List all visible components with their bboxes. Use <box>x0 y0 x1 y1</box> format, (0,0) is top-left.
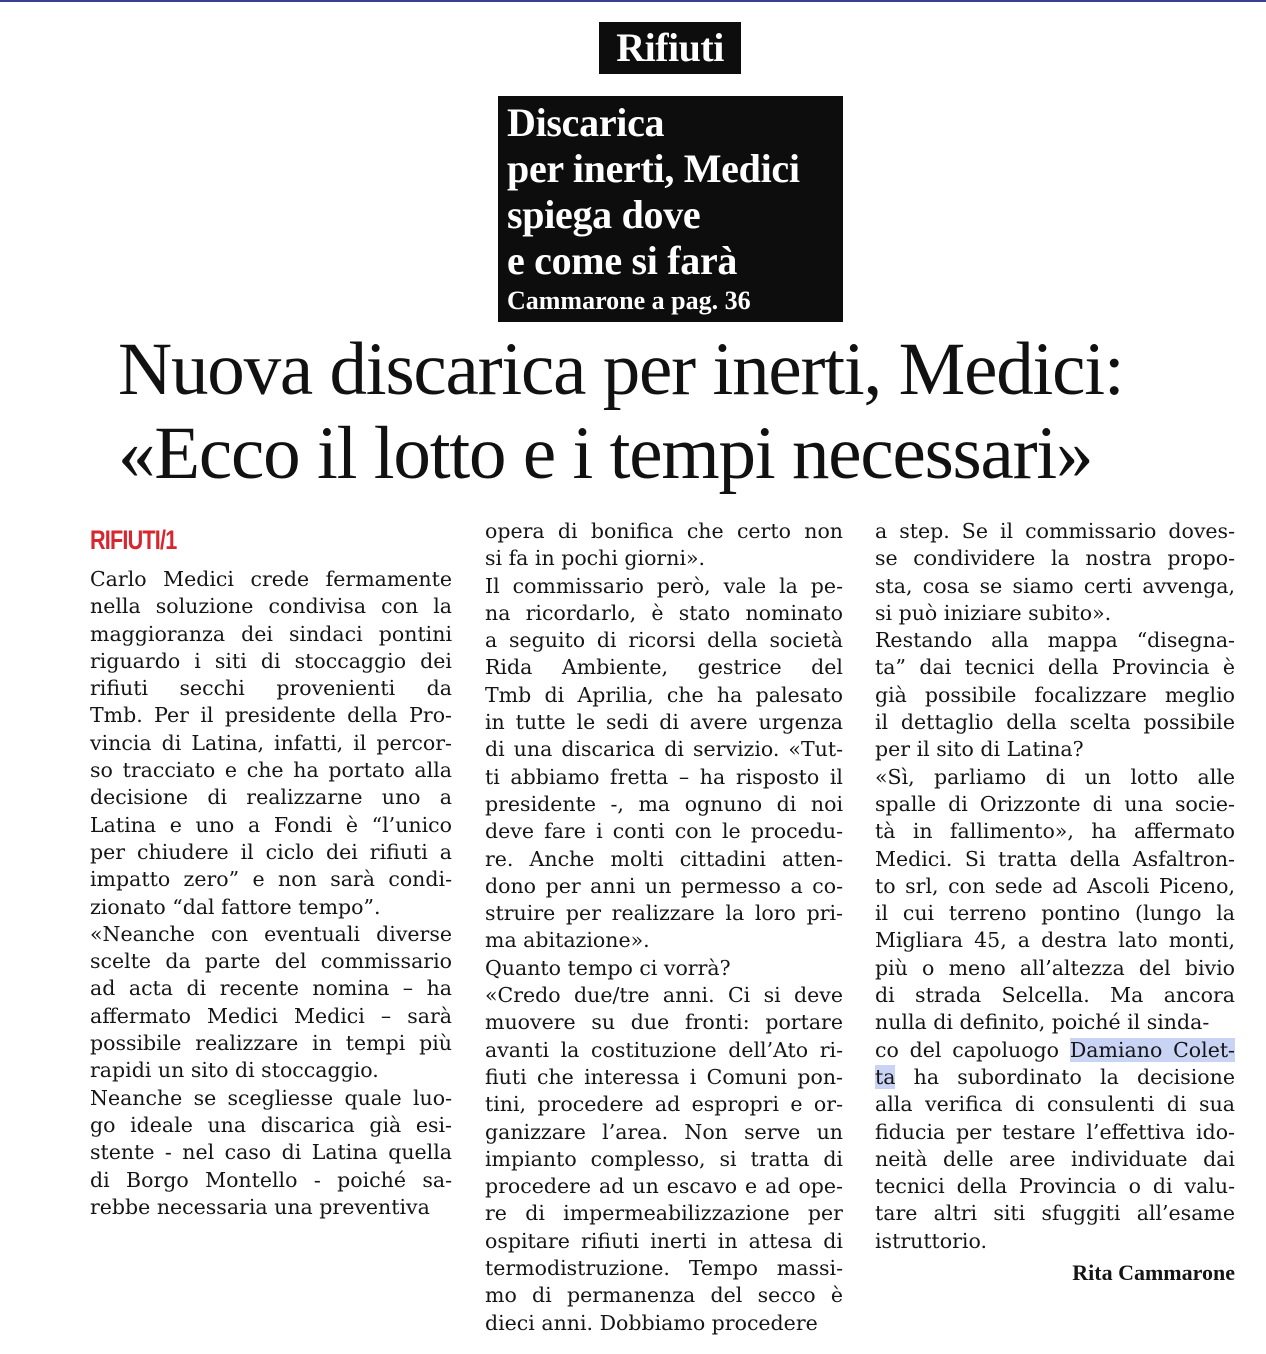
text-line: «Neanche con eventuali diverse <box>90 921 452 946</box>
text-line: rifiuti secchi provenienti da <box>90 676 452 701</box>
text-line: impianto complesso, si tratta di <box>485 1146 843 1171</box>
text-line: procedere ad un escavo e ad ope- <box>485 1174 843 1199</box>
text-line: stente - nel caso di Latina quella <box>90 1140 452 1165</box>
text-line: in tutte le sedi di avere urgenza <box>485 710 843 735</box>
text-line: possibile realizzare in tempi più <box>90 1031 452 1056</box>
text-line: rebbe necessaria una preventiva <box>90 1194 430 1219</box>
text-line: re di impermeabilizzazione per <box>485 1201 843 1226</box>
column-3-upper <box>875 518 1235 1037</box>
text-line: go ideale una discarica già esi- <box>90 1112 452 1137</box>
article-column-3 <box>875 518 1235 1286</box>
text-line: tecnici della Provincia o di valu- <box>875 1174 1235 1199</box>
text-line: sta, cosa se siamo certi avvenga, <box>875 573 1235 598</box>
text-line: per chiudere il ciclo dei rifiuti a <box>90 839 452 864</box>
text-line: Migliara 45, a destra lato monti, <box>875 928 1235 953</box>
article-column-1 <box>90 566 452 1221</box>
teaser-title-line: e come si farà <box>507 238 738 283</box>
text-line: «Credo due/tre anni. Ci si deve <box>485 983 843 1008</box>
text-line: deve fare i conti con le procedu- <box>485 819 843 844</box>
text-line: a seguito di ricorsi della società <box>485 628 843 653</box>
headline-line-1: Nuova discarica per inerti, Medici: <box>118 328 1124 411</box>
text-line: fiuti che interessa i Comuni pon- <box>485 1064 843 1089</box>
text-line: tini, procedere ad espropri e or- <box>485 1092 843 1117</box>
byline: Rita Cammarone <box>1072 1260 1235 1286</box>
text-line: ad acta di recente nomina – ha <box>90 976 452 1001</box>
text-line: dieci anni. Dobbiamo procedere <box>485 1310 818 1335</box>
text-line: na ricordarlo, è stato nominato <box>485 600 843 625</box>
text-line: so tracciato e che ha portato alla <box>90 758 452 783</box>
text-line: muovere su due fronti: portare <box>485 1010 843 1035</box>
text-line: decisione di realizzarne uno a <box>90 785 452 810</box>
text-line: presidente -, ma ognuno di noi <box>485 791 843 816</box>
text-line: affermato Medici Medici – sarà <box>90 1003 452 1028</box>
text-line: di una discarica di servizio. «Tut- <box>485 737 843 762</box>
text-line: Tmb di Aprilia, che ha palesato <box>485 682 843 707</box>
text-line: scelte da parte del commissario <box>90 949 452 974</box>
text-line: si può iniziare subito». <box>875 600 1112 625</box>
text-line: di strada Selcella. Ma ancora <box>875 983 1235 1008</box>
text-line: nella soluzione condivisa con la <box>90 594 452 619</box>
column-3-lower <box>875 1091 1235 1255</box>
text-line: se condividere la nostra propo- <box>875 546 1235 571</box>
kicker: RIFIUTI/1 <box>90 525 177 555</box>
text-line: ta” dai tecnici della Provincia è <box>875 655 1235 680</box>
highlighted-name: Damiano Colet- <box>1069 1037 1235 1062</box>
text-line: Il commissario però, vale la pe- <box>485 573 843 598</box>
article-column-2 <box>485 518 843 1337</box>
highlighted-name: ta <box>875 1064 896 1089</box>
text-line: già possibile focalizzare meglio <box>875 682 1235 707</box>
text-line: istruttorio. <box>875 1228 987 1253</box>
text-line: zionato “dal fattore tempo”. <box>90 894 381 919</box>
text-line: avanti la costituzione dell’Ato ri- <box>485 1037 843 1062</box>
text-line: tà in fallimento», ha affermato <box>875 819 1235 844</box>
text-line: ti abbiamo fretta – ha risposto il <box>485 764 843 789</box>
text-line: Tmb. Per il presidente della Pro- <box>90 703 452 728</box>
text-line: alla verifica di consulenti di sua <box>875 1092 1235 1117</box>
text-fragment: co del capoluogo <box>875 1037 1070 1062</box>
text-line: impatto zero” e non sarà condi- <box>90 867 452 892</box>
text-line: to srl, con sede ad Ascoli Piceno, <box>875 873 1235 898</box>
text-line: per il sito di Latina? <box>875 737 1084 762</box>
text-line: più o meno all’altezza del bivio <box>875 955 1235 980</box>
text-line: maggioranza dei sindaci pontini <box>90 621 452 646</box>
text-line <box>875 1064 1235 1091</box>
text-line: spalle di Orizzonte di una socie- <box>875 791 1235 816</box>
text-line: neità delle aree individuate dai <box>875 1146 1235 1171</box>
text-line: ospitare rifiuti inerti in attesa di <box>485 1228 843 1253</box>
text-line: il cui terreno pontino (lungo la <box>875 901 1235 926</box>
text-line: «Sì, parliamo di un lotto alle <box>875 764 1235 789</box>
text-line: Neanche se scegliesse quale luo- <box>90 1085 452 1110</box>
text-line: opera di bonifica che certo non <box>485 519 843 543</box>
text-line: dono per anni un permesso a co- <box>485 873 843 898</box>
text-line: Restando alla mappa “disegna- <box>875 628 1235 653</box>
teaser-box <box>498 96 843 322</box>
text-line: a step. Se il commissario doves- <box>875 519 1235 543</box>
text-line: riguardo i siti di stoccaggio dei <box>90 648 452 673</box>
teaser-title <box>507 100 835 284</box>
teaser-title-line: Discarica <box>507 100 665 145</box>
text-line: il dettaglio della scelta possibile <box>875 710 1235 735</box>
text-line: nulla di definito, poiché il sinda- <box>875 1010 1210 1035</box>
headline-line-2: «Ecco il lotto e i tempi necessari» <box>118 412 1093 495</box>
teaser-page-ref: Cammarone a pag. 36 <box>507 286 751 315</box>
text-line: tare altri siti sfuggiti all’esame <box>875 1201 1235 1226</box>
text-line: di Borgo Montello - poiché sa- <box>90 1167 452 1192</box>
text-line: Medici. Si tratta della Asfaltron- <box>875 846 1235 871</box>
teaser-title-line: per inerti, Medici <box>507 146 800 191</box>
teaser-title-line: spiega dove <box>507 192 701 237</box>
text-line: mo di permanenza del secco è <box>485 1283 843 1308</box>
text-line: si fa in pochi giorni». <box>485 546 706 571</box>
text-line: rapidi un sito di stoccaggio. <box>90 1058 379 1083</box>
top-rule <box>0 0 1266 2</box>
headline <box>118 328 1248 496</box>
text-fragment: ha subordinato la decisione <box>895 1064 1235 1089</box>
text-line: Rida Ambiente, gestrice del <box>485 655 843 680</box>
text-line: ma abitazione». <box>485 928 650 953</box>
text-line: struire per realizzare la loro pri- <box>485 901 843 926</box>
text-line: termodistruzione. Tempo massi- <box>485 1256 843 1281</box>
text-line: Quanto tempo ci vorrà? <box>485 955 731 980</box>
text-line: ganizzare l’area. Non serve un <box>485 1119 843 1144</box>
text-line: vincia di Latina, infatti, il percor- <box>90 730 452 755</box>
text-line <box>875 1037 1235 1064</box>
text-line: Latina e uno a Fondi è “l’unico <box>90 812 452 837</box>
section-label: Rifiuti <box>599 22 741 74</box>
text-line: fiducia per testare l’effettiva ido- <box>875 1119 1235 1144</box>
text-line: re. Anche molti cittadini atten- <box>485 846 843 871</box>
text-line: Carlo Medici crede fermamente <box>90 567 452 591</box>
